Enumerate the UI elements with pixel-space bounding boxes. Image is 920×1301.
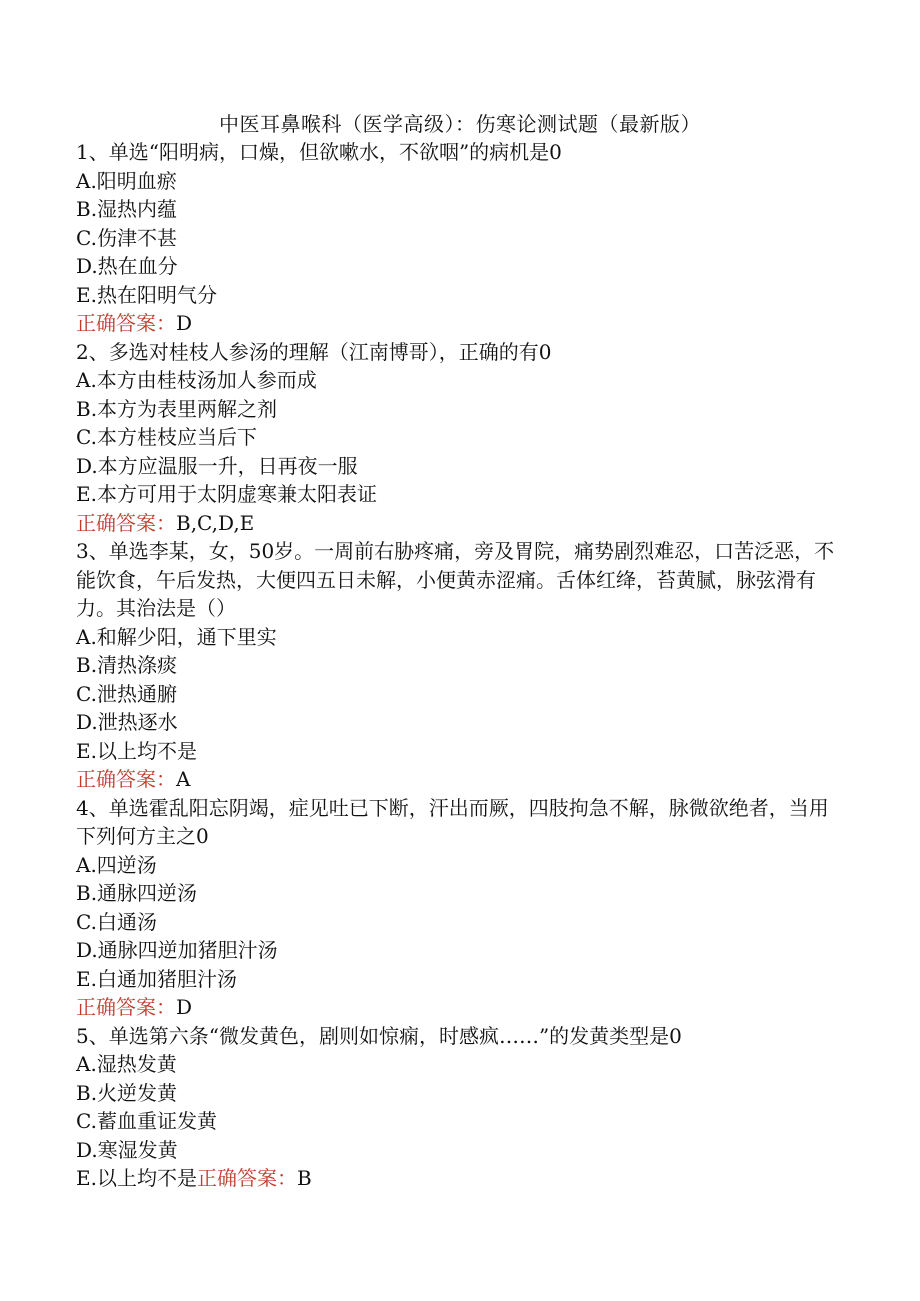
answer-label: 正确答案： [76, 510, 176, 535]
option-b: B.清热涤痰 [76, 653, 178, 677]
option-a: A.本方由桂枝汤加人参而成 [76, 368, 317, 392]
option-e: E.本方可用于太阴虚寒兼太阳表证 [76, 482, 377, 506]
answer-value: D [176, 311, 193, 335]
answer-value: A [176, 767, 191, 791]
option-e: E.以上均不是 [76, 738, 197, 763]
correct-answer [197, 1166, 312, 1190]
answer-label: 正确答案： [76, 995, 176, 1019]
option-c: C.白通汤 [76, 909, 157, 934]
answer-value: B,C,D,E [176, 510, 255, 535]
option-a: A.阳明血瘀 [76, 168, 177, 193]
option-d: D.通脉四逆加猪胆汁汤 [76, 938, 278, 962]
question-2 [76, 338, 846, 538]
option-c: C.蓄血重证发黄 [76, 1109, 217, 1133]
correct-answer [76, 765, 846, 794]
question-3 [76, 537, 846, 794]
option-b: B.本方为表里两解之剂 [76, 396, 278, 421]
option-e: E.以上均不是 [76, 1166, 197, 1190]
question-stem: 5、单选第六条“微发黄色，剧则如惊痫，时感疯……”的发黄类型是0 [76, 1023, 682, 1048]
option-e-with-answer [76, 1164, 846, 1193]
document-title: 中医耳鼻喉科（医学高级）：伤寒论测试题（最新版） [219, 112, 701, 136]
question-stem: 4、单选霍乱阳忘阴竭，症见吐已下断，汗出而厥，四肢拘急不解，脉微欲绝者，当用下列何方主之0 [76, 795, 829, 848]
answer-label: 正确答案： [76, 311, 176, 335]
correct-answer [76, 509, 846, 538]
answer-label: 正确答案： [76, 767, 176, 791]
correct-answer [76, 309, 846, 338]
option-d: D.本方应温服一升，日再夜一服 [76, 453, 358, 478]
option-e: E.热在阳明气分 [76, 282, 217, 307]
answer-label: 正确答案： [196, 1166, 297, 1190]
option-e: E.白通加猪胆汁汤 [76, 966, 237, 991]
option-a: A.和解少阳，通下里实 [76, 624, 277, 649]
correct-answer [76, 993, 846, 1022]
option-c: C.伤津不甚 [76, 225, 177, 250]
option-a: A.四逆汤 [76, 852, 157, 877]
question-4 [76, 794, 846, 1022]
answer-value: B [296, 1166, 312, 1190]
answer-value: D [176, 995, 193, 1019]
option-b: B.火逆发黄 [76, 1080, 178, 1105]
question-list [76, 138, 846, 1193]
question-stem: 2、多选对桂枝人参汤的理解（江南博哥），正确的有0 [76, 339, 552, 364]
question-stem: 3、单选李某，女，50岁。一周前右胁疼痛，旁及胃院，痛势剧烈难忍，口苦泛恶，不能饮食，午后发热，大便四五日未解，小便黄赤涩痛。舌体红绛，苔黄腻，脉弦滑有力。其治法是（） [76, 539, 835, 620]
question-1 [76, 138, 846, 338]
option-d: D.泄热逐水 [76, 710, 178, 734]
question-5 [76, 1022, 846, 1193]
option-b: B.通脉四逆汤 [76, 881, 198, 905]
option-d: D.寒湿发黄 [76, 1137, 178, 1162]
question-stem: 1、单选“阳明病，口燥，但欲嗽水，不欲咽”的病机是0 [76, 140, 562, 164]
option-b: B.湿热内蕴 [76, 197, 178, 221]
option-d: D.热在血分 [76, 254, 178, 278]
option-a: A.湿热发黄 [76, 1052, 177, 1076]
option-c: C.泄热通腑 [76, 681, 177, 706]
option-c: C.本方桂枝应当后下 [76, 425, 257, 449]
